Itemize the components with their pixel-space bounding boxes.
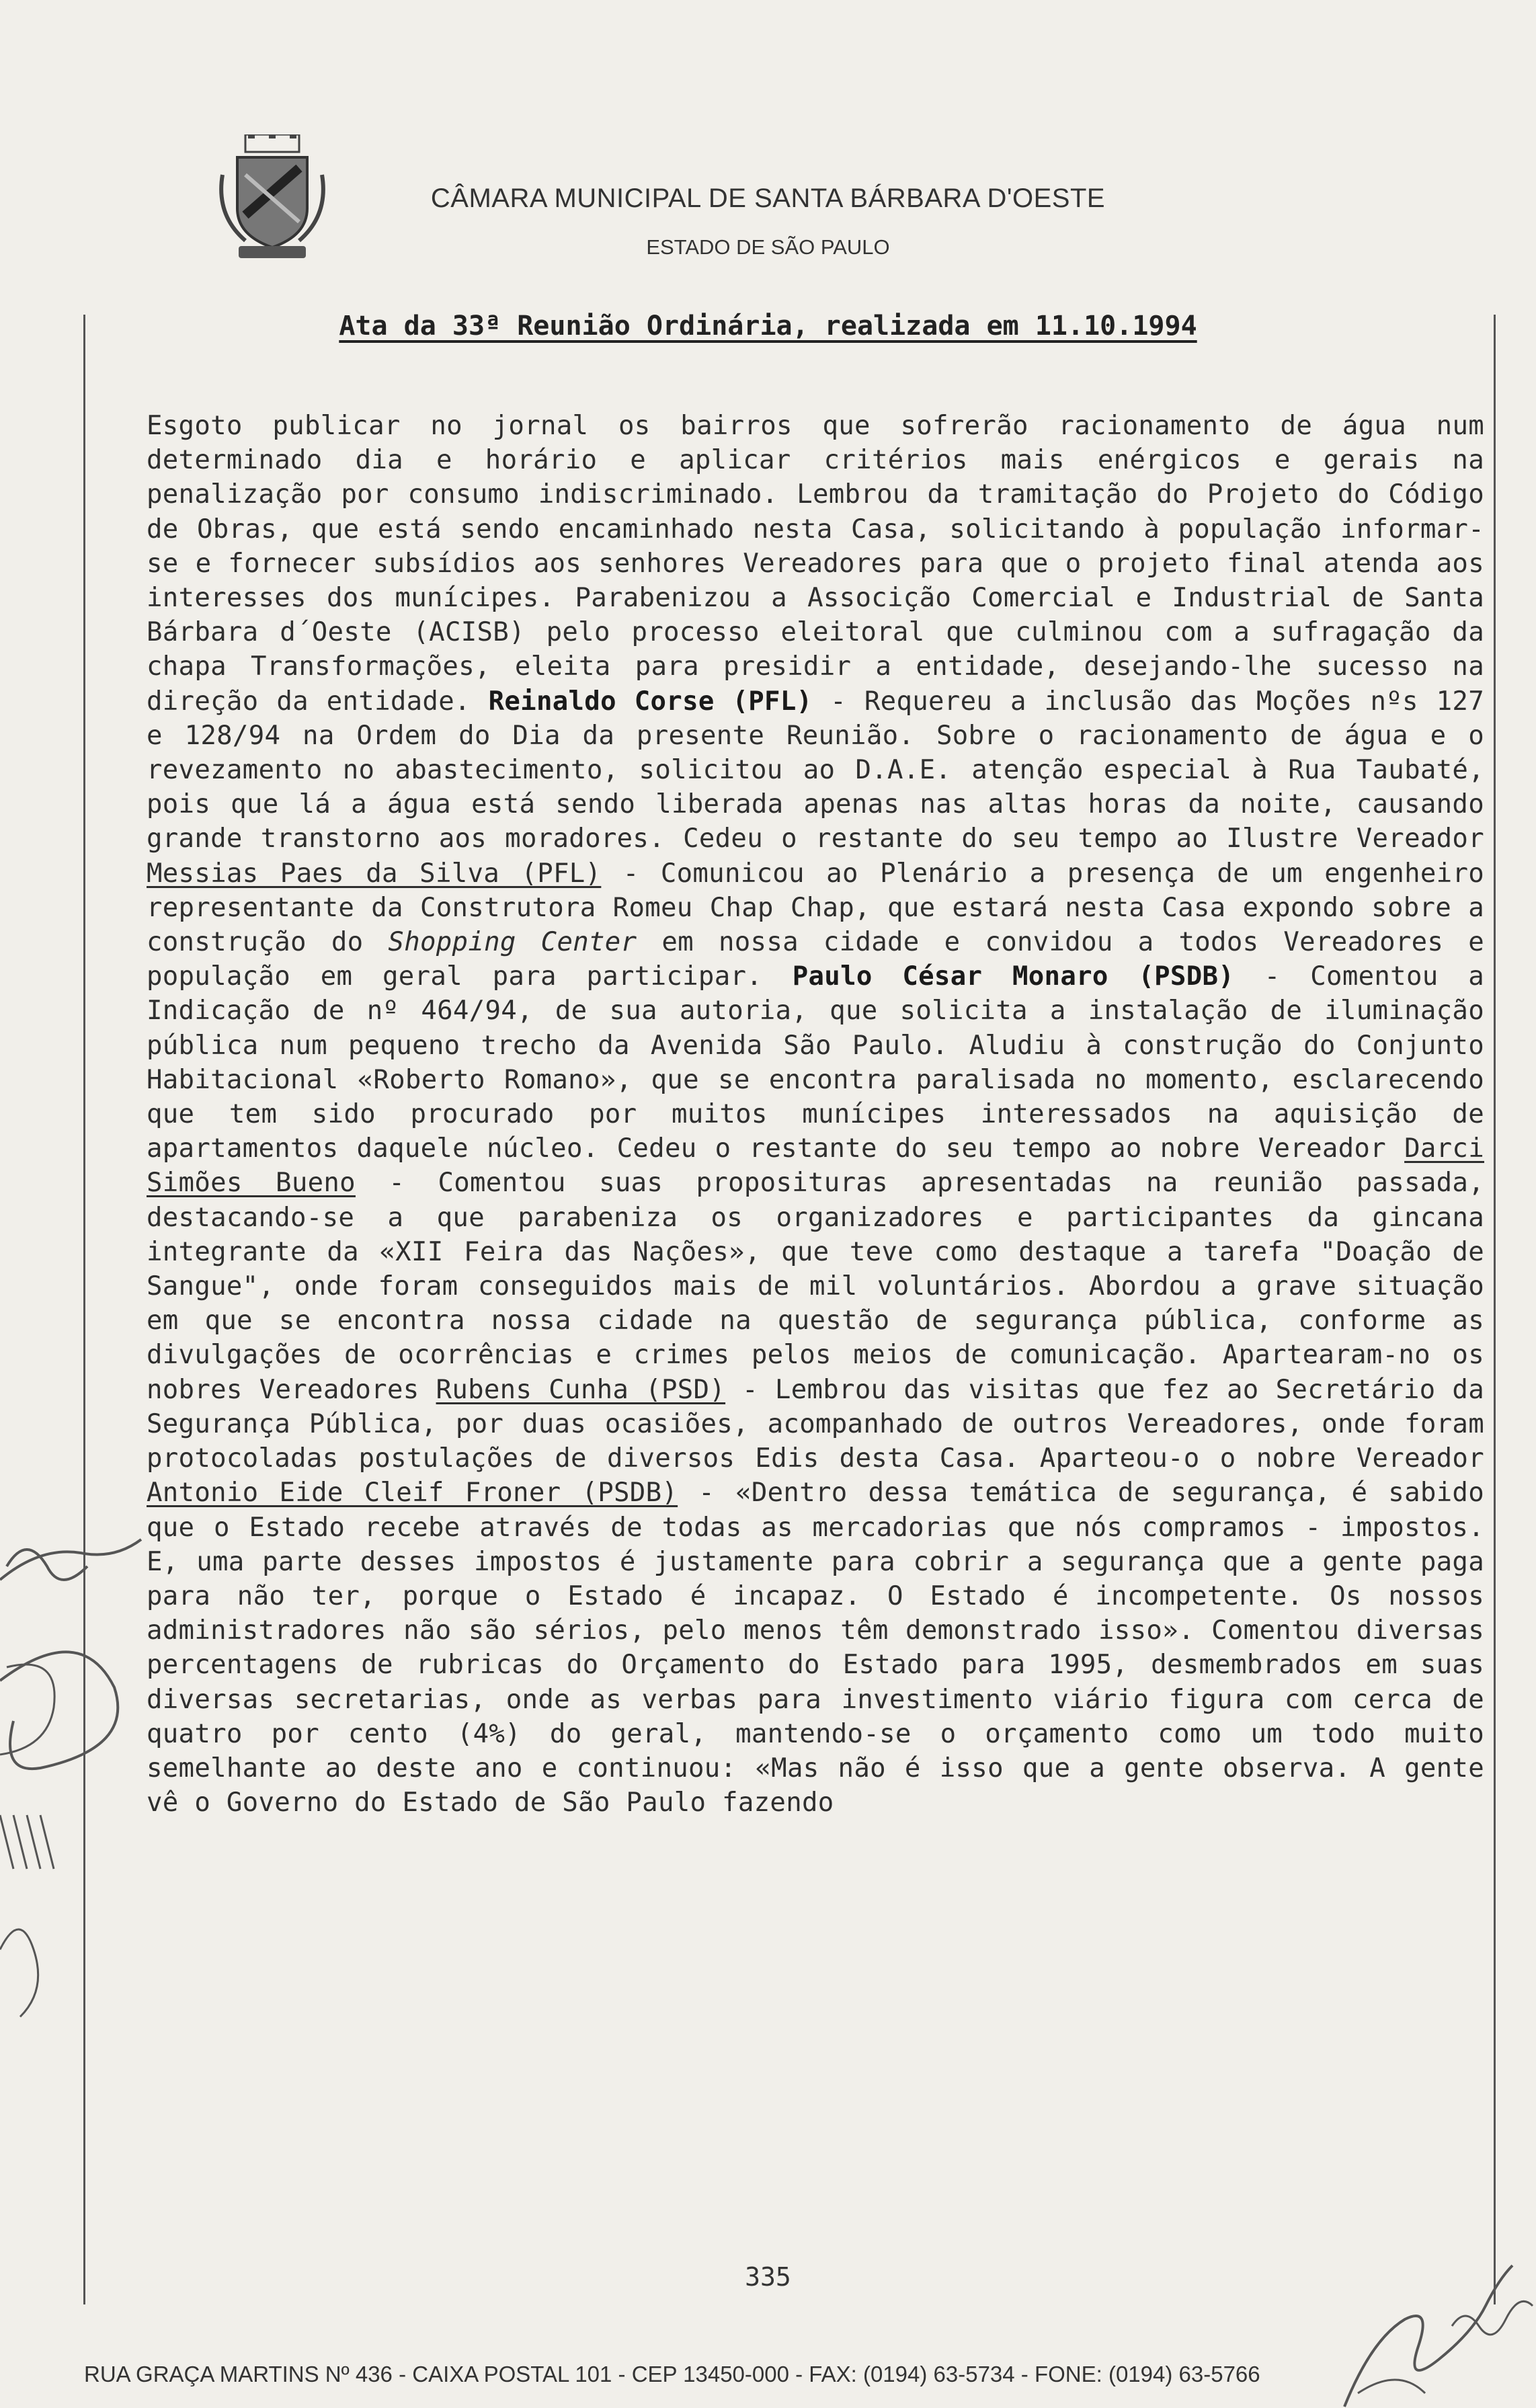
speaker-name: Messias Paes da Silva (PFL) bbox=[147, 858, 602, 889]
speaker-name: Paulo César Monaro (PSDB) bbox=[792, 961, 1235, 992]
speaker-name: Rubens Cunha (PSD) bbox=[436, 1374, 726, 1405]
minutes-title: Ata da 33ª Reunião Ordinária, realizada em 11.10.1994 bbox=[339, 311, 1197, 342]
body-text-segment: - Requereu a inclusão das Moções nºs 127 e 128/94 na Ordem do Dia da presente Reunião. Sobre o racionamento de água e o revezamento no abastecimento, solicitou ao D.A.E. atenção especial à Rua Taubaté, pois que lá a água está sendo liberada apenas nas altas horas da noite, causando grande transtorno aos moradores. Cedeu o restante do seu tempo ao Ilustre Vereador bbox=[147, 686, 1484, 854]
body-text-segment: - «Dentro dessa temática de segurança, é sabido que o Estado recebe através de todas as mercadorias que nós compramos - impostos. E, uma parte desses impostos é justamente para cobrir a segurança que a gente paga para não ter, porque o Estado é incapaz. O Estado é incompetente. Os nossos administradores não são sérios, pelo menos têm demonstrado isso». Comentou diversas percentagens de rubricas do Orçamento do Estado para 1995, desmembrados em suas diversas secretarias, onde as verbas para investimento viário figura com cerca de quatro por cento (4%) do geral, mantendo-se o orçamento como um todo muito semelhante ao deste ano e continuou: «Mas não é isso que a gente observa. A gente vê o Governo do Estado de São Paulo fazendo bbox=[147, 1478, 1484, 1818]
body-text-segment: - Comentou a Indicação de nº 464/94, de sua autoria, que solicita a instalação de iluminação pública num pequeno trecho da Avenida São Paulo. Aludiu à construção do Conjunto Habitacional «Roberto Romano», que se encontra paralisada no momento, esclarecendo que tem sido procurado por muitos munícipes interessados na aquisição de apartamentos daquele núcleo. Cedeu o restante do seu tempo ao nobre Vereador bbox=[147, 961, 1485, 1164]
body-text-segment: - Comentou suas proposituras apresentadas na reunião passada, destacando-se a que parabeniza os organizadores e participantes da gincana integrante da «XII Feira das Nações», que teve como destaque a tarefa "Doação de Sangue", onde foram conseguidos mais de mil voluntários. Abordou a grave situação em que se encontra nossa cidade na questão de segurança pública, conforme as divulgações de ocorrências e crimes pelos meios de comunicação. Apartearam-no os nobres Vereadores bbox=[147, 1168, 1484, 1405]
speaker-name: Reinaldo Corse (PFL) bbox=[488, 686, 813, 717]
left-margin-rule bbox=[83, 315, 85, 2304]
speaker-name: Antonio Eide Cleif Froner (PSDB) bbox=[147, 1478, 678, 1509]
speaker-name: Darci Simões Bueno bbox=[147, 1133, 1484, 1199]
body-text-segment: - Lembrou das visitas que fez ao Secretário da Segurança Pública, por duas ocasiões, acompanhado de outros Vereadores, onde foram protocoladas postulações de diversos Edis desta Casa. Aparteou-o o nobre Vereador bbox=[147, 1374, 1484, 1474]
minutes-body bbox=[147, 409, 1484, 1820]
body-text-segment: Esgoto publicar no jornal os bairros que sofrerão racionamento de água num determinado dia e horário e aplicar critérios mais enérgicos e gerais na penalização por consumo indiscriminado. Lembrou da tramitação do Projeto do Código de Obras, que está sendo encaminhado nesta Casa, solicitando à população informar-se e fornecer subsídios aos senhores Vereadores para que o projeto final atenda aos interesses dos munícipes. Parabenizou a Associção Comercial e Industrial de Santa Bárbara d´Oeste (ACISB) pelo processo eleitoral que culminou com a sufragação da chapa Transformações, eleita para presidir a entidade, desejando-lhe sucesso na direção da entidade. bbox=[147, 411, 1484, 717]
address-footer: RUA GRAÇA MARTINS Nº 436 - CAIXA POSTAL 101 - CEP 13450-000 - FAX: (0194) 63-5734 - FONE: (0194) 63-5766 bbox=[84, 2362, 1260, 2386]
institution-name: CÂMARA MUNICIPAL DE SANTA BÁRBARA D'OESTE bbox=[430, 184, 1106, 213]
handwritten-signature-left bbox=[0, 1466, 155, 2111]
right-margin-rule bbox=[1494, 315, 1496, 2304]
state-name: ESTADO DE SÃO PAULO bbox=[646, 235, 890, 259]
body-text-segment: em nossa cidade e convidou a todos Vereadores e população em geral para participar. bbox=[147, 927, 1485, 992]
page-number: 335 bbox=[745, 2262, 791, 2292]
italic-term: Shopping Center bbox=[388, 927, 637, 958]
body-text-segment: - Comunicou ao Plenário a presença de um engenheiro representante da Construtora Romeu Chap Chap, que estará nesta Casa expondo sobre a construção do bbox=[147, 858, 1485, 958]
